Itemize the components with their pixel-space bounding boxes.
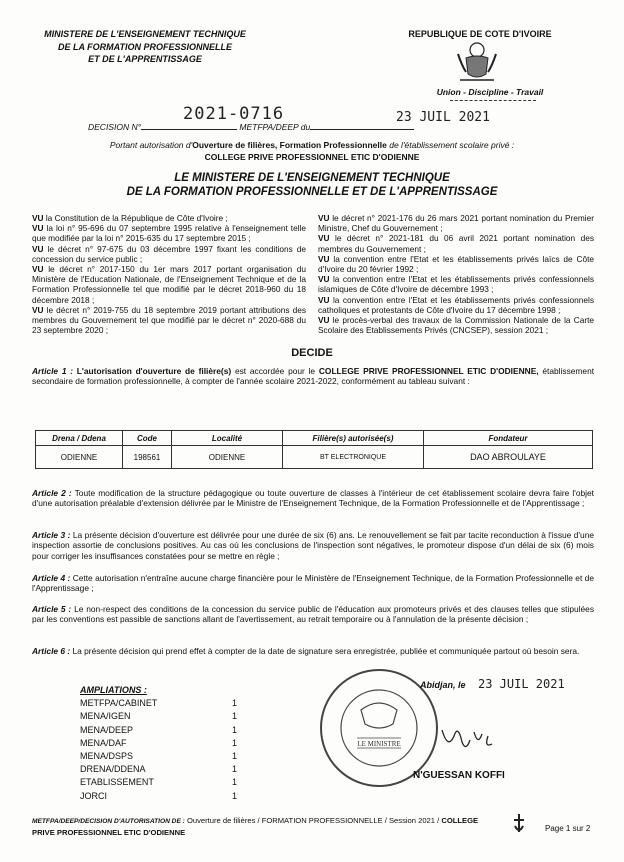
table-cell: ODIENNE [36, 446, 123, 469]
decision-subject [20, 140, 604, 163]
table-cell: ODIENNE [172, 446, 283, 469]
signatory-name: N'GUESSAN KOFFI [413, 770, 505, 781]
page-number: Page 1 sur 2 [545, 824, 591, 833]
document-title [20, 171, 604, 199]
vu-item: VU la convention entre l'Etat et les établissements privés laïcs de Côte d'Ivoire du 20 février 1992 ; [318, 253, 594, 275]
table-cell: BT ELECTRONIQUE [283, 446, 424, 469]
motto-underline [450, 100, 536, 101]
seal-center-text: LE MINISTRE [357, 740, 401, 748]
table-header: Code [123, 431, 172, 446]
decision-line [88, 121, 414, 132]
article-1-bold: L'autorisation d'ouverture de filière(s) [76, 366, 232, 376]
table-cell: 198561 [123, 446, 172, 469]
filiere-table [35, 430, 593, 469]
table-header: Localité [172, 431, 283, 446]
table-row [36, 446, 593, 469]
subject-bold: Ouverture de filières, Formation Professionnelle [192, 140, 387, 150]
signature-place: Abidjan, le [420, 680, 466, 690]
vu-column-right [318, 213, 594, 335]
list-item: MENA/DAF 1 [80, 737, 238, 748]
stamp-mark-icon [510, 812, 528, 836]
footer-ref-label: METFPA/DEEP/DECISION D'AUTORISATION DE : [32, 818, 185, 825]
table-header: Filière(s) autorisée(s) [283, 431, 424, 446]
subject-pre: Portant autorisation d' [109, 140, 193, 150]
vu-item: VU la loi n° 95-696 du 07 septembre 1995 relative à l'enseignement telle que modifiée par la loi n° 2015-635 du 17 septembre 2015 ; [32, 223, 306, 244]
vu-item: VU la Constitution de la République de Côte d'Ivoire ; [32, 213, 228, 223]
vu-column-left [32, 213, 306, 335]
table-header: Fondateur [424, 431, 593, 446]
subject-school: COLLEGE PRIVE PROFESSIONNEL ETIC D'ODIENNE [204, 151, 420, 162]
footer-school: COLLEGE PRIVE PROFESSIONNEL ETIC D'ODIENNE [32, 816, 479, 837]
decision-ref: METFPA/DEEP du [239, 122, 311, 132]
list-item: DRENA/DDENA 1 [80, 764, 238, 775]
article-3: Article 3 : La présente décision d'ouverture est délivrée pour une durée de six (6) ans. Le renouvellement se fait par tacite reconduction à l'issue d'une inspection assortie de conclusions positives. Au cas où les conclusions de l'inspection sont négatives, le promoteur dispose d'un délai de six (6) mois pour corriger les insuffisances constatées pour se mettre en règle ; [32, 530, 595, 561]
article-1: Article 1 : L'autorisation d'ouverture de filière(s) est accordée pour le COLLEGE PRIVE PROFESSIONNEL ETIC D'ODIENNE, établissement secondaire de formation professionnelle, à compter de l'année scolaire 2021-2022, conformément au tableau suivant : [32, 366, 595, 387]
ministry-header [30, 28, 260, 66]
vu-item: VU le décret n° 2017-150 du 1er mars 2017 portant organisation du Ministère de l'Education Nationale, de l'Enseignement Technique et de la Formation Professionnelle tel que modifié par le décret 2018-960 du 18 décembre 2018 ; [32, 264, 306, 305]
page-footer [32, 816, 502, 838]
vu-item: VU le décret n° 2021-176 du 26 mars 2021 portant nomination du Premier Ministre, Chef du Gouvernement ; [318, 213, 594, 234]
article-1-school: COLLEGE PRIVE PROFESSIONNEL ETIC D'ODIENNE, [318, 366, 539, 376]
article-4: Article 4 : Cette autorisation n'entraîne aucune charge financière pour le Ministère de l'Enseignement Technique, de la Formation Professionnelle et de l'Apprentissage ; [32, 573, 594, 594]
subject-post: de l'établissement scolaire privé : [389, 140, 515, 150]
table-cell: DAO ABROULAYE [424, 446, 593, 469]
table-header: Drena / Ddena [36, 431, 123, 446]
vu-item: VU la convention entre l'Etat et les établissements privés confessionnels islamiques de Côte d'Ivoire de décembre 1993 ; [318, 274, 594, 295]
ministry-line: ET DE L'APPRENTISSAGE [88, 54, 202, 64]
footer-ref-text: Ouverture de filières / FORMATION PROFESSIONNELLE / Session 2021 / [187, 816, 440, 825]
vu-item: VU le décret n° 97-675 du 03 décembre 1997 fixant les conditions de concession du service public ; [32, 243, 306, 264]
table-header-row [36, 431, 593, 446]
signature-date: 23 JUIL 2021 [478, 677, 565, 691]
national-motto: Union - Discipline - Travail [436, 87, 544, 97]
ampliations-title: AMPLIATIONS : [80, 685, 147, 695]
list-item: MENA/DSPS 1 [80, 751, 238, 762]
coat-of-arms-icon [452, 40, 502, 84]
title-line: LE MINISTERE DE L'ENSEIGNEMENT TECHNIQUE [174, 172, 450, 184]
number-underline [141, 121, 237, 130]
vu-item: VU le procès-verbal des travaux de la Commission Nationale de la Carte Scolaire des Etablissements Privés (CNCSEP), session 2021 ; [318, 315, 594, 336]
handwritten-signature [440, 716, 530, 756]
list-item: MENA/DEEP 1 [80, 724, 238, 735]
list-item: ETABLISSEMENT 1 [80, 777, 238, 788]
vu-item: VU le décret n° 2021-181 du 06 avril 2021 portant nomination des membres du Gouvernement ; [318, 233, 594, 254]
list-item: METFPA/CABINET 1 [80, 698, 238, 709]
ministry-line: DE LA FORMATION PROFESSIONNELLE [57, 41, 232, 52]
republic-header: REPUBLIQUE DE COTE D'IVOIRE [408, 29, 552, 39]
decision-label: DECISION N° [88, 122, 141, 132]
article-label: Article 1 : [32, 366, 74, 376]
decision-date: 23 JUIL 2021 [396, 110, 490, 125]
article-6: Article 6 : La présente décision qui prend effet à compter de la date de signature sera enregistrée, publiée et communiquée partout où besoin sera. [32, 646, 580, 656]
ministry-line: MINISTERE DE L'ENSEIGNEMENT TECHNIQUE [44, 29, 246, 39]
decision-number: 2021-0716 [183, 104, 285, 124]
vu-item: VU le décret n° 2019-755 du 18 septembre 2019 portant attributions des membres du Gouvernement tel que modifié par le décret n° 2020-688 du 23 septembre 2020 ; [32, 304, 306, 336]
list-item: MENA/IGEN 1 [80, 711, 238, 722]
decide-heading: DECIDE [291, 347, 333, 359]
title-line: DE LA FORMATION PROFESSIONNELLE ET DE L'APPRENTISSAGE [126, 186, 498, 198]
article-2: Article 2 : Toute modification de la structure pédagogique ou toute ouverture de classes à l'intérieur de cet établissement scolaire devra faire l'objet d'une autorisation préalable d'extension délivrée par le Ministre de l'Enseignement Technique, de la Formation Professionnelle et de l'Apprentissage ; [32, 488, 595, 509]
article-5: Article 5 : Le non-respect des conditions de la concession du service public de l'éducation aux promoteurs privés et des clauses telles que stipulées par les conventions est passible de sanctions allant de l'avertissement, au retrait temporaire ou à l'annulation de la présente décision ; [32, 604, 595, 625]
list-item: JORCI 1 [80, 790, 238, 801]
ampliations-list [80, 684, 240, 803]
vu-item: VU la convention entre l'Etat et les établissements privés confessionnels catholiques et protestants de Côte d'Ivoire du 17 décembre 1998 ; [318, 294, 594, 315]
